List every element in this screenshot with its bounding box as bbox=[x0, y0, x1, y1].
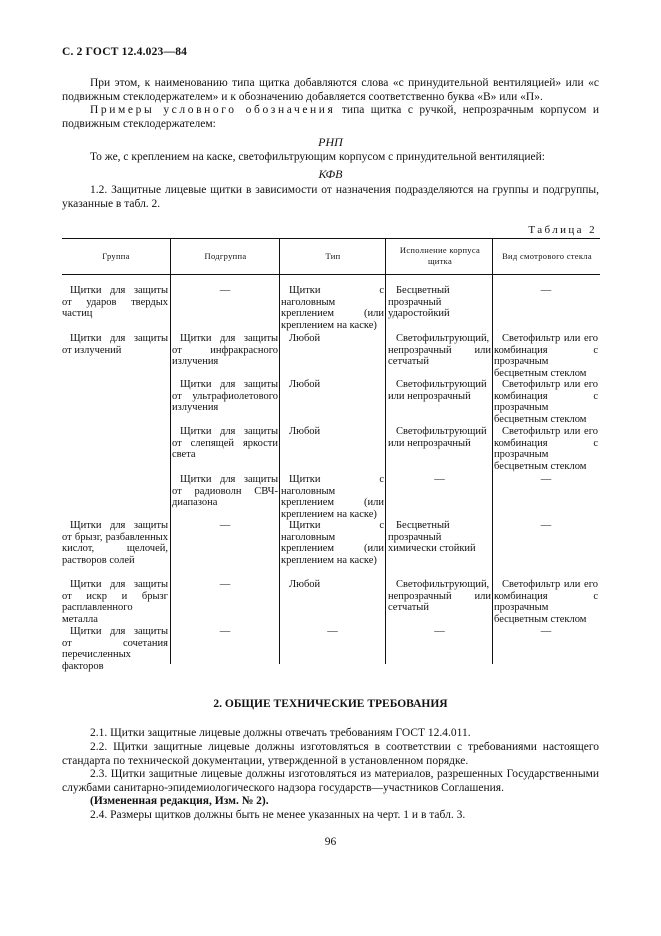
clause-2-4: 2.4. Размеры щитков должны быть не менее указанных на черт. 1 и в табл. 3. bbox=[90, 809, 466, 821]
table-cell: — bbox=[540, 520, 552, 531]
table-cell: Любой bbox=[289, 379, 321, 390]
examples-heading: Примеры условного обозначения bbox=[90, 104, 336, 116]
table-cell: — bbox=[540, 285, 552, 296]
table-cell: — bbox=[434, 474, 445, 485]
table-cell: Щитки для защиты от инфракрасного излучения bbox=[172, 333, 278, 368]
table-cell: — bbox=[219, 626, 231, 637]
designation-code-2: КФВ bbox=[318, 167, 343, 181]
table-cell: — bbox=[434, 626, 445, 637]
table-cell: Щитки для защиты от брызг, разбавленных кислот, щелочей, растворов солей bbox=[62, 520, 168, 566]
intro-paragraph-3: То же, с креплением на каске, светофильтрующим корпусом с принудительной вентиляцией: bbox=[90, 151, 545, 163]
table-cell: Щитки для защиты от ультрафиолетового излучения bbox=[172, 379, 278, 414]
intro-paragraph-1: При этом, к наименованию типа щитка добавляются слова «с принудительной вентиляцией» или «с подвижным стеклодержателем» и к обозначению добавляется соответственно буква «В» или «П». bbox=[62, 77, 599, 103]
table-cell: Любой bbox=[289, 426, 321, 437]
table-cell: — bbox=[540, 474, 552, 485]
intro-paragraph-2 bbox=[62, 104, 599, 131]
table-cell: Щитки с наголовным креплением (или креплением на каске) bbox=[281, 285, 384, 331]
table-cell: Светофильтр или его комбинация с прозрачным бесцветным стеклом bbox=[494, 333, 598, 379]
clause-2-1: 2.1. Щитки защитные лицевые должны отвечать требованиям ГОСТ 12.4.011. bbox=[90, 727, 471, 739]
table-cell: Щитки с наголовным креплением (или креплением на каске) bbox=[281, 520, 384, 566]
table-cell: Любой bbox=[289, 333, 321, 344]
table-cell: Бесцветный прозрачный химически стойкий bbox=[388, 520, 476, 555]
table-col-divider bbox=[385, 238, 386, 664]
examples-text: типа щитка с ручкой, непрозрачным корпусом и подвижным стеклодержателем: bbox=[62, 104, 599, 130]
table-cell: — bbox=[219, 579, 231, 590]
table-header-group: Группа bbox=[102, 251, 130, 261]
table-col-divider bbox=[492, 238, 493, 664]
table-cell: Светофильтрующий или непрозрачный bbox=[388, 379, 487, 402]
table-cell: Щитки для защиты от искр и брызг расплавленного металла bbox=[62, 579, 168, 625]
table-cell: Светофильтрующий или непрозрачный bbox=[388, 426, 487, 449]
clause-2-2: 2.2. Щитки защитные лицевые должны изготовляться в соответствии с требованиями настоящего стандарта по технической документации, утвержденной в установленном порядке. bbox=[62, 741, 599, 767]
table-cell: Светофильтр или его комбинация с прозрачным бесцветным стеклом bbox=[494, 426, 598, 472]
table-cell: — bbox=[540, 626, 552, 637]
table-cell: Щитки для защиты от излучений bbox=[62, 333, 168, 356]
clause-1-2: 1.2. Защитные лицевые щитки в зависимости от назначения подразделяются на группы и подгруппы, указанные в табл. 2. bbox=[62, 184, 599, 210]
table-header-housing: Исполнение корпуса щитка bbox=[399, 245, 481, 266]
table-col-divider bbox=[279, 238, 280, 664]
table-cell: Щитки для защиты от слепящей яркости света bbox=[172, 426, 278, 461]
table-cell: Бесцветный прозрачный ударостойкий bbox=[388, 285, 450, 320]
page-header: С. 2 ГОСТ 12.4.023—84 bbox=[62, 46, 188, 58]
table-header-subgroup: Подгруппа bbox=[204, 251, 247, 261]
table-cell: Любой bbox=[289, 579, 321, 590]
table-cell: Щитки для защиты от сочетания перечисленных факторов bbox=[62, 626, 168, 672]
page-number: 96 bbox=[324, 836, 337, 848]
clause-2-3: 2.3. Щитки защитные лицевые должны изготовляться из материалов, разрешенных Государственными службами санитарно-эпидемиологического надзора государств—участников Соглашения. bbox=[62, 768, 599, 794]
designation-code-1: РНП bbox=[318, 135, 343, 149]
table-col-divider bbox=[170, 238, 171, 664]
table-cell: — bbox=[219, 285, 231, 296]
table-cell: Щитки для защиты от радиоволн СВЧ-диапазона bbox=[172, 474, 278, 509]
table-cell: Щитки с наголовным креплением (или креплением на каске) bbox=[281, 474, 384, 520]
table-header-type: Тип bbox=[325, 251, 341, 261]
table-cell: — bbox=[219, 520, 231, 531]
table-header-glass: Вид смотрового стекла bbox=[502, 251, 592, 261]
table-cell: — bbox=[327, 626, 338, 637]
table-cell: Щитки для защиты от ударов твердых частиц bbox=[62, 285, 168, 320]
table-cell: Светофильтр или его комбинация с прозрачным бесцветным стеклом bbox=[494, 379, 598, 425]
table-cell: Светофильтрующий, непрозрачный или сетчатый bbox=[388, 333, 491, 368]
amendment-note: (Измененная редакция, Изм. № 2). bbox=[90, 795, 269, 807]
table-cell: Светофильтрующий, непрозрачный или сетчатый bbox=[388, 579, 491, 614]
table-header-rule bbox=[62, 274, 600, 275]
section-2-heading: 2. ОБЩИЕ ТЕХНИЧЕСКИЕ ТРЕБОВАНИЯ bbox=[213, 698, 448, 710]
table-caption: Таблица 2 bbox=[528, 224, 597, 236]
table-top-rule bbox=[62, 238, 600, 239]
table-cell: Светофильтр или его комбинация с прозрачным бесцветным стеклом bbox=[494, 579, 598, 625]
